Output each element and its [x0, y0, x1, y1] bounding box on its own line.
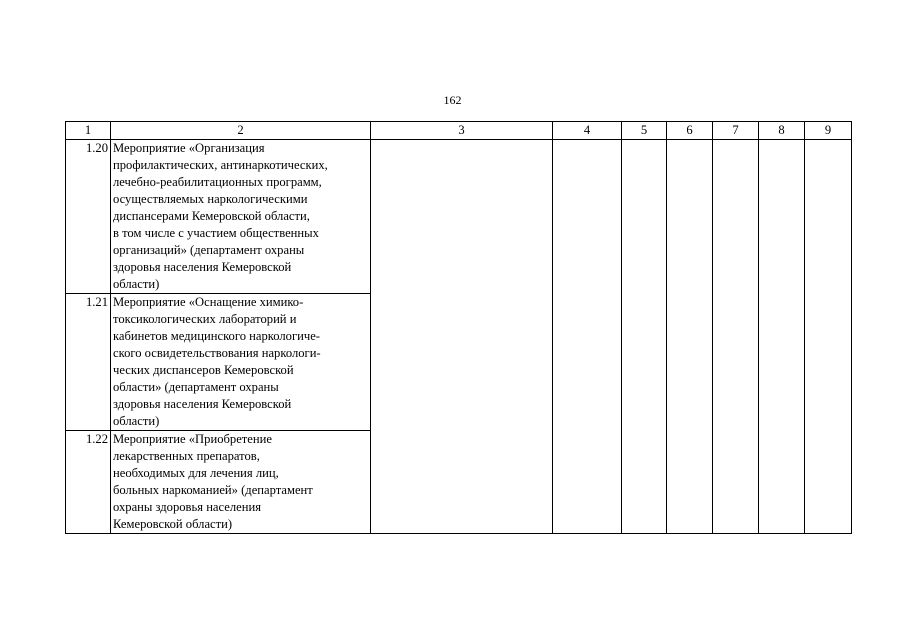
column-header-8: 8 — [759, 122, 805, 140]
text-line: диспансерами Кемеровской области, — [113, 209, 310, 223]
text-line: Мероприятие «Приобретение — [113, 432, 272, 446]
column-header-5: 5 — [622, 122, 667, 140]
row-description — [111, 294, 371, 431]
text-line: Мероприятие «Организация — [113, 141, 265, 155]
row-number: 1.21 — [66, 294, 111, 431]
text-line: необходимых для лечения лиц, — [113, 466, 279, 480]
column-header-6: 6 — [667, 122, 713, 140]
table-row — [66, 140, 852, 294]
text-line: в том числе с участием общественных — [113, 226, 319, 240]
column-header-9: 9 — [805, 122, 852, 140]
merged-cell-col-3 — [371, 140, 553, 534]
page-number: 162 — [443, 93, 462, 107]
merged-cell-col-5 — [622, 140, 667, 534]
text-line: кабинетов медицинского наркологиче- — [113, 329, 320, 343]
text-line: области» (департамент охраны — [113, 380, 279, 394]
column-header-4: 4 — [553, 122, 622, 140]
row-description — [111, 431, 371, 534]
text-line: осуществляемых наркологическими — [113, 192, 308, 206]
text-line: области) — [113, 277, 160, 291]
merged-cell-col-7 — [713, 140, 759, 534]
text-line: Кемеровской области) — [113, 517, 233, 531]
column-header-3: 3 — [371, 122, 553, 140]
column-header-7: 7 — [713, 122, 759, 140]
header-row — [66, 122, 852, 140]
text-line: токсикологических лабораторий и — [113, 312, 297, 326]
merged-cell-col-4 — [553, 140, 622, 534]
text-line: лечебно-реабилитационных программ, — [113, 175, 322, 189]
text-line: больных наркоманией» (департамент — [113, 483, 313, 497]
row-number: 1.20 — [66, 140, 111, 294]
text-line: лекарственных препаратов, — [113, 449, 260, 463]
merged-cell-col-8 — [759, 140, 805, 534]
text-line: Мероприятие «Оснащение химико- — [113, 295, 304, 309]
text-line: ского освидетельствования наркологи- — [113, 346, 321, 360]
row-description — [111, 140, 371, 294]
text-line: охраны здоровья населения — [113, 500, 262, 514]
column-header-2: 2 — [111, 122, 371, 140]
text-line: ческих диспансеров Кемеровской — [113, 363, 294, 377]
merged-cell-col-9 — [805, 140, 852, 534]
text-line: организаций» (департамент охраны — [113, 243, 305, 257]
column-header-1: 1 — [66, 122, 111, 140]
document-table — [65, 121, 852, 534]
merged-cell-col-6 — [667, 140, 713, 534]
text-line: здоровья населения Кемеровской — [113, 397, 292, 411]
text-line: профилактических, антинаркотических, — [113, 158, 328, 172]
text-line: области) — [113, 414, 160, 428]
text-line: здоровья населения Кемеровской — [113, 260, 292, 274]
row-number: 1.22 — [66, 431, 111, 534]
